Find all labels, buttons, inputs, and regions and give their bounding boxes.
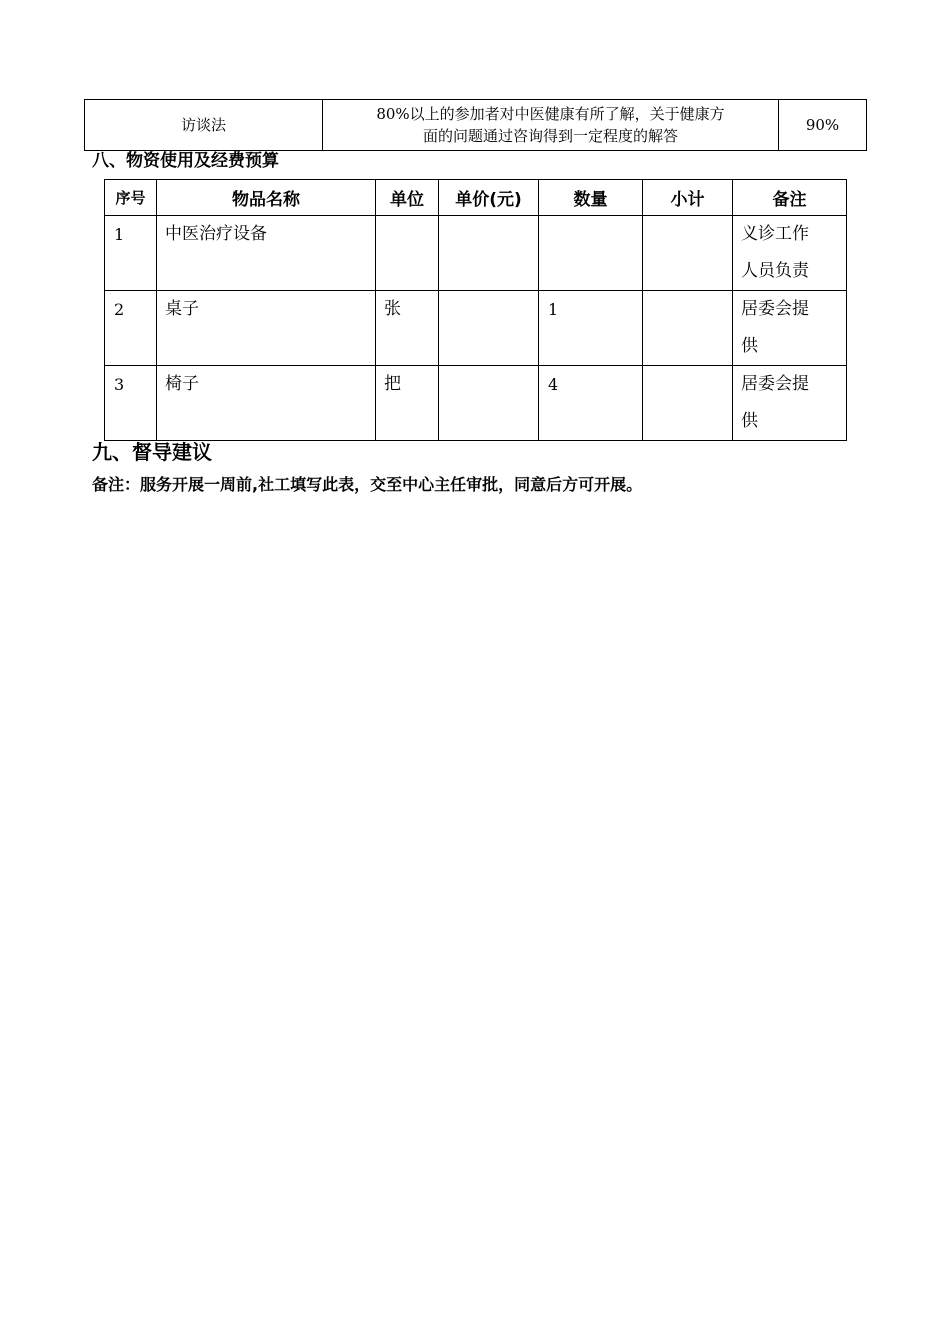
item-name-cell: 椅子 <box>157 366 376 441</box>
table-header-row <box>105 180 847 216</box>
indicator-line: 80%以上的参加者对中医健康有所了解，关于健康方 <box>376 105 725 123</box>
subtotal-cell <box>643 291 733 366</box>
column-header: 序号 <box>105 180 157 216</box>
remark-line: 居委会提 <box>741 374 809 394</box>
item-name-cell: 中医治疗设备 <box>157 216 376 291</box>
remark-line: 供 <box>741 336 758 356</box>
subtotal-cell <box>643 216 733 291</box>
footer-note: 备注：服务开展一周前,社工填写此表，交至中心主任审批，同意后方可开展。 <box>92 475 643 494</box>
column-header: 数量 <box>539 180 643 216</box>
section-heading-supervision: 九、督导建议 <box>92 440 212 464</box>
remark-cell <box>733 216 847 291</box>
unit-cell: 把 <box>376 366 439 441</box>
table-row <box>105 291 847 366</box>
indicator-line: 面的问题通过咨询得到一定程度的解答 <box>422 127 678 145</box>
quantity-cell: 1 <box>539 291 643 366</box>
evaluation-method-cell: 访谈法 <box>85 100 323 151</box>
remark-cell <box>733 366 847 441</box>
remark-line: 人员负责 <box>741 261 809 281</box>
price-cell <box>439 366 539 441</box>
quantity-cell <box>539 216 643 291</box>
subtotal-cell <box>643 366 733 441</box>
unit-cell <box>376 216 439 291</box>
remark-line: 居委会提 <box>741 299 809 319</box>
seq-cell: 1 <box>105 216 157 291</box>
remark-line: 供 <box>741 411 758 431</box>
section-heading-materials-budget: 八、物资使用及经费预算 <box>92 151 279 171</box>
table-row <box>105 366 847 441</box>
quantity-cell: 4 <box>539 366 643 441</box>
evaluation-indicator-cell <box>323 100 779 151</box>
remark-line: 义诊工作 <box>741 224 809 244</box>
column-header: 备注 <box>733 180 847 216</box>
column-header: 单价(元) <box>439 180 539 216</box>
column-header: 小计 <box>643 180 733 216</box>
column-header: 单位 <box>376 180 439 216</box>
unit-cell: 张 <box>376 291 439 366</box>
remark-cell <box>733 291 847 366</box>
table-row <box>105 216 847 291</box>
item-name-cell: 桌子 <box>157 291 376 366</box>
evaluation-rate-cell: 90% <box>779 100 867 151</box>
seq-cell: 2 <box>105 291 157 366</box>
seq-cell: 3 <box>105 366 157 441</box>
price-cell <box>439 216 539 291</box>
column-header: 物品名称 <box>157 180 376 216</box>
price-cell <box>439 291 539 366</box>
table-row <box>85 100 867 151</box>
budget-table <box>104 179 847 441</box>
evaluation-table <box>84 99 867 151</box>
